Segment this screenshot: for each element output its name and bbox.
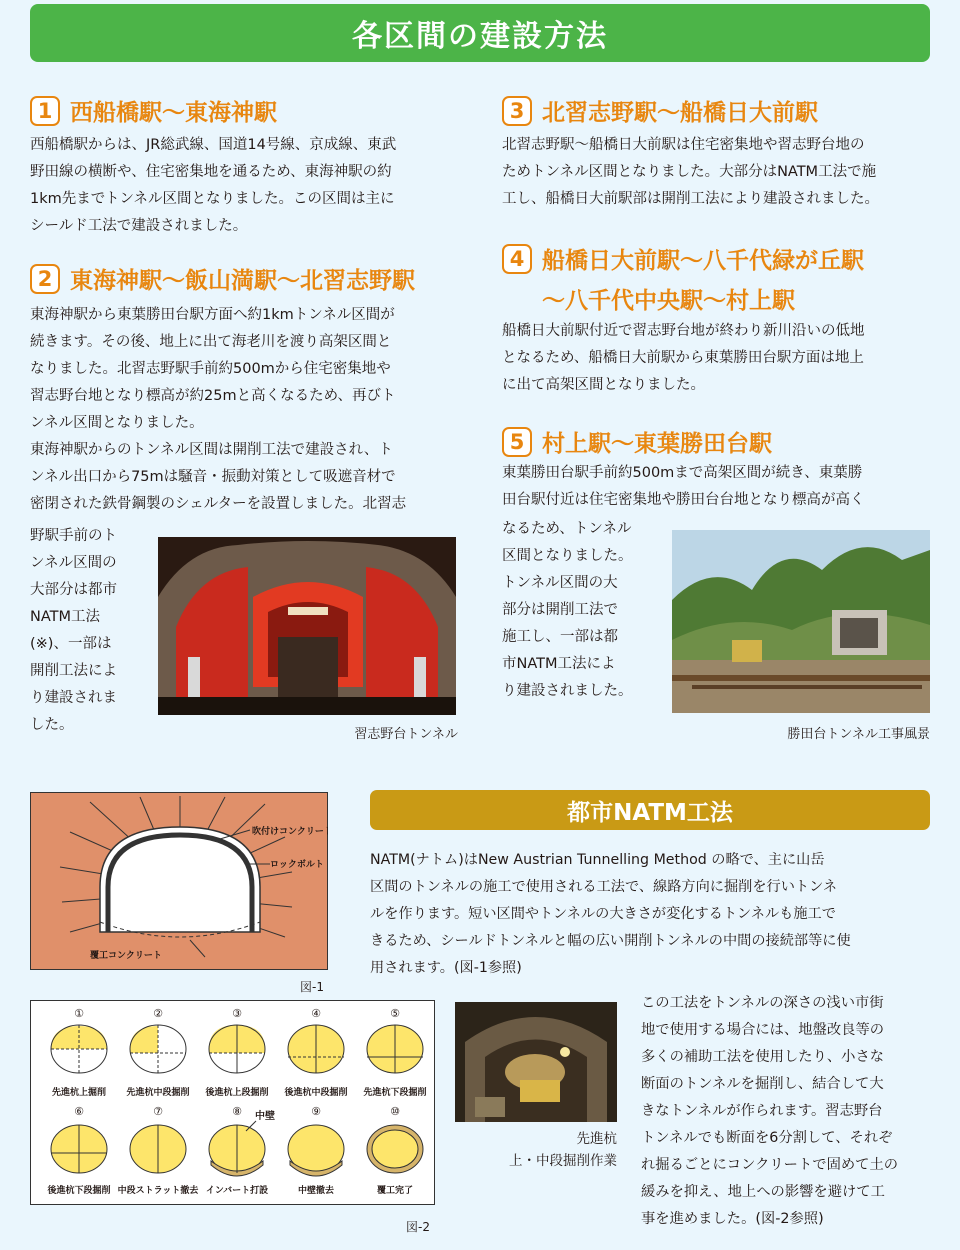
figure-2-stage-diagram [30, 1000, 435, 1205]
text-line: れ掘るごとにコンクリートで固めて土の [641, 1157, 899, 1173]
figure-2-label: 図-2 [406, 1220, 430, 1234]
text-line: 西船橋駅からは、JR総武線、国道14号線、京成線、東武 [30, 137, 397, 153]
text-line: 区間のトンネルの施工で使用される工法で、線路方向に掘削を行いトンネ [370, 879, 838, 895]
caption-line: 上・中段掘削作業 [509, 1153, 617, 1169]
stage-9-number: ⑨ [311, 1105, 321, 1118]
text-line: 断面のトンネルを掘削し、結合して大 [641, 1076, 884, 1092]
text-line: なりました。北習志野駅手前約500mから住宅密集地や [30, 361, 391, 377]
text-line: 続きます。その後、地上に出て海老川を渡り高架区間と [30, 334, 392, 350]
rockbolt-label: ロックボルト [270, 860, 324, 870]
narashinodai-photo-caption: 習志野台トンネル [354, 727, 458, 742]
text-line: 工し、船橋日大前駅部は開削工法により建設されました。 [502, 191, 879, 207]
section-1-number: 1 [30, 96, 60, 126]
katsutadai-photo-caption: 勝田台トンネル工事風景 [787, 727, 930, 742]
text-line: NATM工法 [30, 609, 101, 625]
text-line: ンネル区間となりました。 [30, 415, 204, 431]
section-3-text [502, 132, 932, 213]
text-line: り建設されました。 [502, 683, 633, 699]
section-2-number: 2 [30, 264, 60, 294]
stage-10-number: ⑩ [390, 1105, 400, 1118]
stage-3-number: ③ [232, 1007, 242, 1020]
text-line: ンネル出口から75mは騒音・振動対策として吸遮音材で [30, 469, 396, 485]
caption-line: 先進杭 [576, 1131, 617, 1147]
stage-2-number: ② [153, 1007, 163, 1020]
text-line: 田台駅付近は住宅密集地や勝田台台地となり標高が高く [502, 492, 865, 508]
text-line: なるため、トンネル [502, 521, 632, 537]
section-4-title [502, 242, 864, 275]
text-line: 野駅手前のト [30, 528, 117, 544]
text-line: 区間となりました。 [502, 548, 633, 564]
natm-title: 都市NATM工法 [567, 799, 733, 826]
text-line: 習志野台地となり標高が約25mと高くなるため、再びト [30, 388, 396, 404]
figure-1-label: 図-1 [300, 980, 324, 994]
section-3-title [502, 94, 818, 127]
stage-5-number: ⑤ [390, 1007, 400, 1020]
katsutadai-tunnel-photo [672, 530, 930, 713]
natm-banner [370, 790, 930, 830]
text-line: した。 [30, 717, 74, 733]
text-line: トンネル区間の大 [502, 575, 618, 591]
figure-1-natm-diagram [30, 792, 328, 970]
text-line: 船橋日大前駅付近で習志野台地が終わり新川沿いの低地 [502, 323, 865, 339]
stage-3-label: 後進杭上段掘削 [205, 1088, 269, 1098]
text-line: この工法をトンネルの深さの浅い市街 [641, 995, 884, 1011]
stage-5-label: 先進杭下段掘削 [363, 1088, 427, 1098]
text-line: 北習志野駅〜船橋日大前駅は住宅密集地や習志野台地の [502, 137, 865, 153]
text-line: ンネル区間の [30, 555, 117, 571]
section-2-title [30, 262, 415, 295]
text-line: (※)、一部は [30, 636, 112, 652]
section-2-narrow-text [30, 523, 140, 739]
section-2-heading: 東海神駅〜飯山満駅〜北習志野駅 [70, 268, 415, 294]
text-line: 開削工法によ [30, 663, 117, 679]
section-4-number: 4 [502, 244, 532, 274]
lining-concrete-label: 覆工コンクリート [90, 951, 162, 961]
text-line: 緩みを抑え、地上への影響を避けて工 [641, 1184, 885, 1200]
text-line: NATM(ナトム)はNew Austrian Tunnelling Method の略で、主に山岳 [370, 852, 825, 868]
stage-10-label: 覆工完了 [376, 1186, 413, 1196]
section-2-text [30, 302, 460, 518]
natm-text-2 [641, 990, 933, 1233]
text-line: 部分は開削工法で [502, 602, 618, 618]
section-4-title-2 [542, 282, 795, 315]
section-1-title [30, 94, 277, 127]
section-5-text [502, 460, 932, 514]
middle-wall-label: 中壁 [255, 1111, 275, 1122]
stage-6-label: 後進杭下段掘削 [47, 1186, 111, 1196]
stage-8-number: ⑧ [232, 1105, 242, 1118]
section-1-heading: 西船橋駅〜東海神駅 [70, 100, 277, 126]
text-line: に出て高架区間となりました。 [502, 377, 705, 393]
text-line: 用されます。(図-1参照) [370, 960, 522, 976]
section-4-text [502, 318, 932, 399]
text-line: となるため、船橋日大前駅から東葉勝田台駅方面は地上 [502, 350, 864, 366]
page-title-banner [30, 4, 930, 62]
section-4-heading-1: 船橋日大前駅〜八千代緑が丘駅 [542, 248, 864, 274]
section-5-narrow-text [502, 516, 652, 705]
text-line: 地で使用する場合には、地盤改良等の [641, 1022, 885, 1038]
advance-pilot-photo [455, 1002, 617, 1122]
stage-4-number: ④ [311, 1007, 321, 1020]
text-line: きなトンネルが作られます。習志野台 [641, 1103, 883, 1119]
text-line: きるため、シールドトンネルと幅の広い開削トンネルの中間の接続部等に使 [370, 933, 851, 949]
text-line: 市NATM工法によ [502, 656, 616, 672]
text-line: 1km先までトンネル区間となりました。この区間は主に [30, 191, 395, 207]
section-1-text [30, 132, 460, 240]
shotcrete-label: 吹付けコンクリート [252, 827, 328, 837]
text-line: 東海神駅からのトンネル区間は開削工法で建設され、ト [30, 442, 393, 458]
text-line: 東海神駅から東葉勝田台駅方面へ約1kmトンネル区間が [30, 307, 395, 323]
section-5-number: 5 [502, 427, 532, 457]
natm-text [370, 847, 932, 982]
text-line: 野田線の横断や、住宅密集地を通るため、東海神駅の約 [30, 164, 392, 180]
advance-pilot-caption [455, 1128, 617, 1172]
narashinodai-tunnel-photo [158, 537, 456, 715]
text-line: シールド工法で建設されました。 [30, 218, 248, 234]
text-line: り建設されま [30, 690, 117, 706]
section-4-heading-2: 〜八千代中央駅〜村上駅 [542, 288, 795, 314]
text-line: 事を進めました。(図-2参照) [641, 1211, 824, 1227]
page-title: 各区間の建設方法 [352, 19, 608, 54]
section-5-title [502, 425, 772, 458]
stage-1-label: 先進杭上掘削 [51, 1088, 106, 1098]
text-line: 東葉勝田台駅手前約500mまで高架区間が続き、東葉勝 [502, 465, 863, 481]
section-3-heading: 北習志野駅〜船橋日大前駅 [542, 100, 818, 126]
text-line: トンネルでも断面を6分割して、それぞ [641, 1130, 893, 1146]
text-line: 施工し、一部は都 [502, 629, 618, 645]
stage-2-label: 先進杭中段掘削 [126, 1088, 190, 1098]
text-line: ルを作ります。短い区間やトンネルの大きさが変化するトンネルも施工で [370, 906, 836, 922]
section-5-heading: 村上駅〜東葉勝田台駅 [542, 431, 772, 457]
stage-7-label: 中段ストラット撤去 [117, 1186, 199, 1196]
text-line: 大部分は都市 [30, 582, 117, 598]
stage-7-number: ⑦ [153, 1105, 163, 1118]
stage-8-label: インバート打設 [205, 1186, 269, 1196]
stage-4-label: 後進杭中段掘削 [284, 1088, 348, 1098]
text-line: 多くの補助工法を使用したり、小さな [641, 1049, 885, 1065]
stage-6-number: ⑥ [74, 1105, 84, 1118]
stage-1-number: ① [74, 1007, 84, 1020]
stage-9-label: 中壁撤去 [297, 1186, 334, 1196]
section-3-number: 3 [502, 96, 532, 126]
text-line: 密閉された鉄骨鋼製のシェルターを設置しました。北習志 [30, 496, 407, 512]
text-line: ためトンネル区間となりました。大部分はNATM工法で施 [502, 164, 877, 180]
